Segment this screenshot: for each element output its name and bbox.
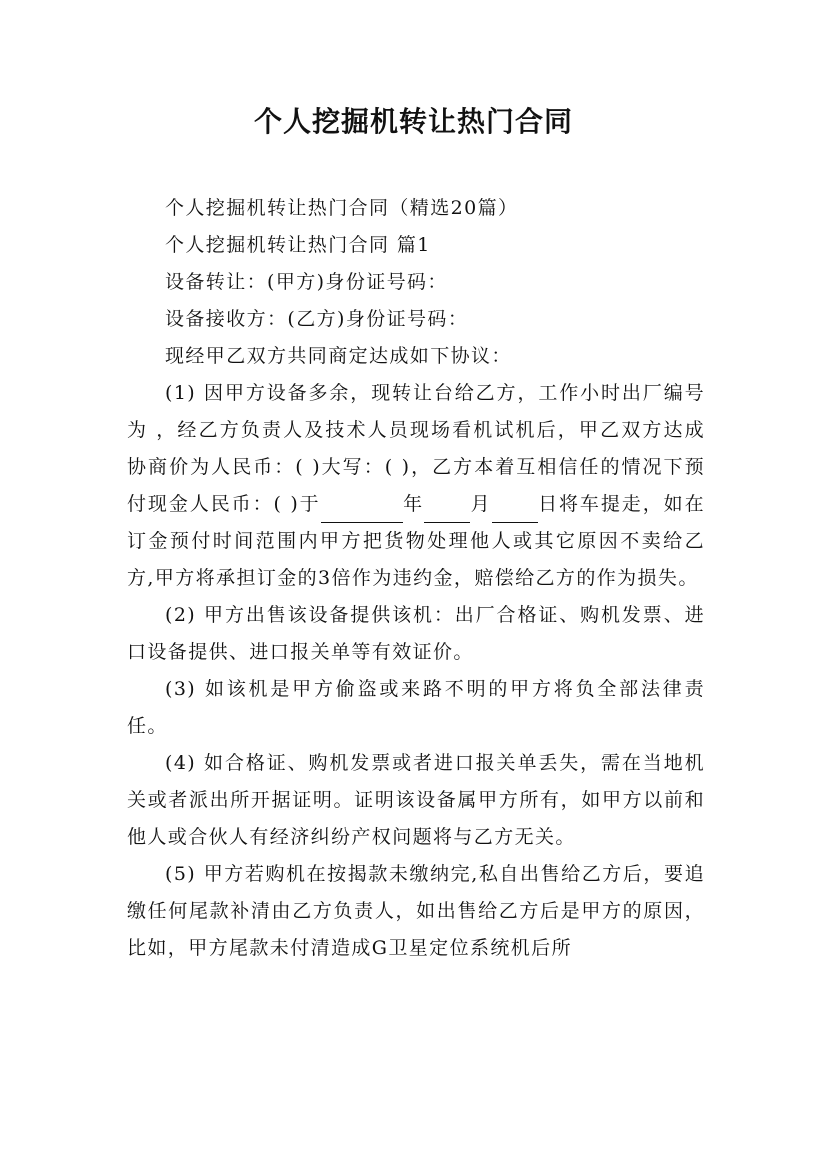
section-heading: 个人挖掘机转让热门合同 篇1 xyxy=(165,234,431,256)
blank-line-date xyxy=(321,500,403,523)
clause-1 xyxy=(127,375,705,597)
clause-3: (3) 如该机是甲方偷盗或来路不明的甲方将负全部法律责任。 xyxy=(127,678,705,737)
month-label: 月 xyxy=(470,493,492,515)
seller-line: 设备转让：(甲方)身份证号码： xyxy=(165,271,448,293)
agreement-intro: 现经甲乙双方共同商定达成如下协议： xyxy=(165,345,512,367)
clause-2: (2) 甲方出售该设备提供该机：出厂合格证、购机发票、进口设备提供、进口报关单等有效证价。 xyxy=(127,604,705,663)
clause-4: (4) 如合格证、购机发票或者进口报关单丢失，需在当地机关或者派出所开据证明。证明该设备属甲方所有，如甲方以前和他人或合伙人有经济纠纷产权问题将与乙方无关。 xyxy=(127,752,705,848)
subtitle-paragraph: 个人挖掘机转让热门合同（精选20篇） xyxy=(165,197,519,219)
clause-1-text-b: 日将车提走，如在订金预付时间范围内甲方把货物处理他人或其它原因不卖给乙方,甲方将承担订金的3倍作为违约金，赔偿给乙方的作为损失。 xyxy=(127,493,705,589)
clause-5: (5) 甲方若购机在按揭款未缴纳完,私自出售给乙方后，要追缴任何尾款补清由乙方负责人，如出售给乙方后是甲方的原因，比如，甲方尾款未付清造成G卫星定位系统机后所 xyxy=(127,863,705,959)
buyer-line: 设备接收方：(乙方)身份证号码： xyxy=(165,308,469,330)
year-label: 年 xyxy=(402,493,425,515)
blank-line-day xyxy=(492,500,538,523)
document-title: 个人挖掘机转让热门合同 xyxy=(253,105,573,138)
clause-1-text-a: (1) 因甲方设备多余，现转让台给乙方，工作小时出厂编号为 ，经乙方负责人及技术人员现场看机试机后，甲乙双方达成协商价为人民币：( )大写：( )，乙方本着互相信任的情况下预付现金人民币：( )于 xyxy=(127,382,705,515)
document-body xyxy=(127,190,705,967)
blank-line-month xyxy=(424,500,470,523)
